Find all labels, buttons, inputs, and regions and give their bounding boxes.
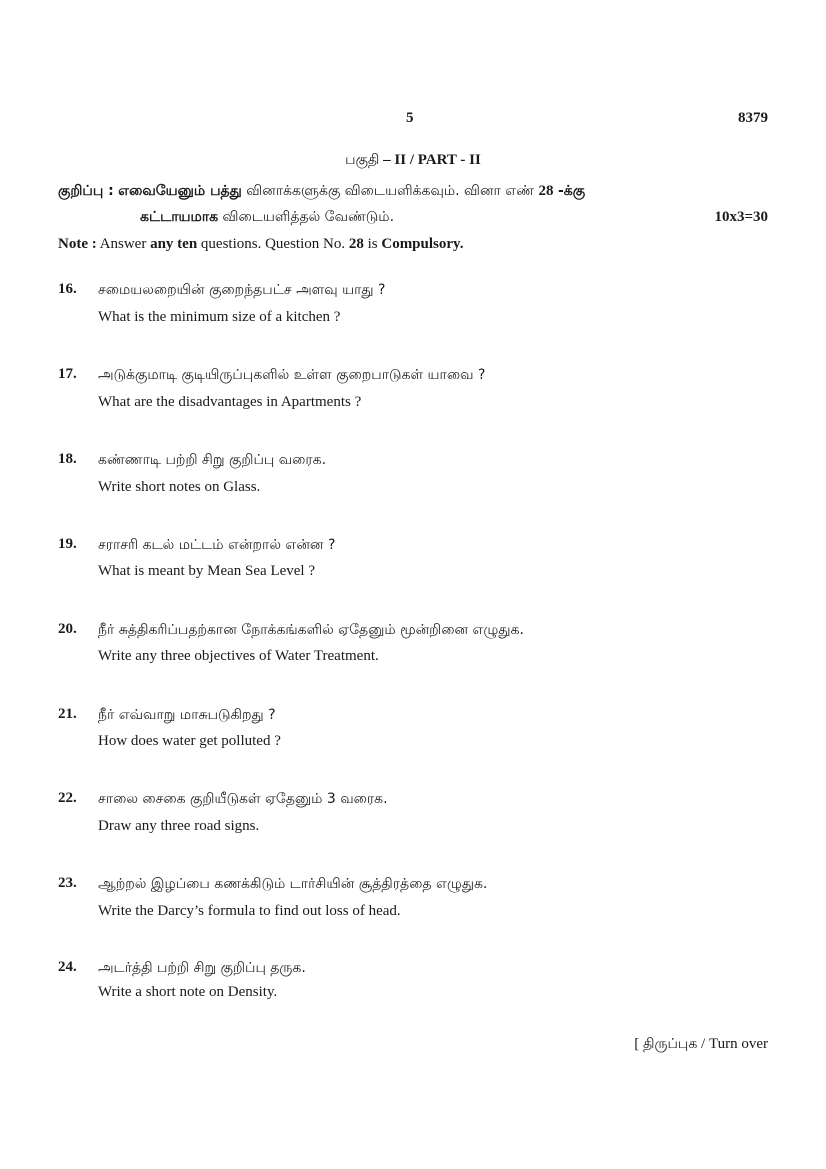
question-number: 16. (58, 281, 77, 297)
question-tamil: அடுக்குமாடி குடியிருப்புகளில் உள்ள குறைபாடுகள் யாவை ? (98, 367, 486, 383)
note-text-2: questions. Question No. (200, 236, 346, 252)
question-number: 23. (58, 875, 77, 891)
question-tamil: கண்ணாடி பற்றி சிறு குறிப்பு வரைக. (98, 452, 327, 468)
question-number: 24. (58, 959, 77, 975)
question-english: Write the Darcy’s formula to find out loss of head. (98, 903, 401, 919)
page-number: 5 (406, 110, 414, 126)
question-number: 19. (58, 536, 77, 552)
note-bold-number: 28 (348, 236, 364, 252)
question-number: 22. (58, 790, 77, 806)
marks-allocation: 10x3=30 (714, 209, 768, 225)
note-text-1: Answer (99, 236, 147, 252)
turn-over-bracket: [ (634, 1036, 640, 1052)
turn-over-tamil: திருப்புக (643, 1036, 698, 1052)
instruction-bold-compulsory: கட்டாயமாக (140, 209, 219, 225)
part-heading-english: II / PART - II (394, 152, 481, 168)
question-tamil: ஆற்றல் இழப்பை கணக்கிடும் டார்சியின் சூத்திரத்தை எழுதுக. (98, 876, 488, 892)
question-tamil: அடர்த்தி பற்றி சிறு குறிப்பு தருக. (98, 960, 306, 976)
instruction-line-2 (140, 209, 394, 227)
english-note (58, 236, 463, 253)
question-english: Write short notes on Glass. (98, 479, 261, 495)
instruction-text-1: வினாக்களுக்கு விடையளிக்கவும். வினா எண் (246, 183, 535, 199)
turn-over-sep: / (697, 1036, 709, 1052)
instruction-text-2: விடையளித்தல் வேண்டும். (222, 209, 395, 225)
question-tamil: சாலை சைகை குறியீடுகள் ஏதேனும் 3 வரைக. (98, 791, 388, 807)
instruction-bold-ku: -க்கு (557, 183, 586, 199)
question-number: 21. (58, 706, 77, 722)
question-english: How does water get polluted ? (98, 733, 281, 749)
question-tamil: நீர் எவ்வாறு மாசுபடுகிறது ? (98, 707, 276, 723)
note-bold-any-ten: any ten (150, 236, 198, 252)
instruction-label: குறிப்பு : (58, 183, 114, 199)
part-heading (0, 152, 826, 170)
note-text-3: is (367, 236, 378, 252)
question-tamil: சமையலறையின் குறைந்தபட்ச அளவு யாது ? (98, 282, 386, 298)
part-heading-tamil: பகுதி (345, 152, 380, 168)
note-label: Note : (58, 236, 97, 252)
question-tamil: நீர் சுத்திகரிப்பதற்கான நோக்கங்களில் ஏதேனும் மூன்றினை எழுதுக. (98, 622, 524, 638)
question-number: 17. (58, 366, 77, 382)
question-english: What is meant by Mean Sea Level ? (98, 563, 316, 579)
question-english: Draw any three road signs. (98, 818, 260, 834)
instruction-line-1 (58, 183, 585, 201)
question-english: Write any three objectives of Water Treatment. (98, 648, 379, 664)
question-english: What is the minimum size of a kitchen ? (98, 309, 341, 325)
turn-over-english: Turn over (708, 1036, 768, 1052)
question-english: Write a short note on Density. (98, 984, 278, 1000)
turn-over-note (634, 1036, 768, 1054)
question-number: 20. (58, 621, 77, 637)
question-tamil: சராசரி கடல் மட்டம் என்றால் என்ன ? (98, 537, 336, 553)
part-heading-sep: – (379, 152, 395, 168)
paper-code: 8379 (738, 110, 768, 126)
instruction-bold-any-ten: எவையேனும் பத்து (118, 183, 242, 199)
note-bold-compulsory: Compulsory. (381, 236, 464, 252)
question-english: What are the disadvantages in Apartments ? (98, 394, 362, 410)
question-number: 18. (58, 451, 77, 467)
instruction-number: 28 (538, 183, 554, 199)
